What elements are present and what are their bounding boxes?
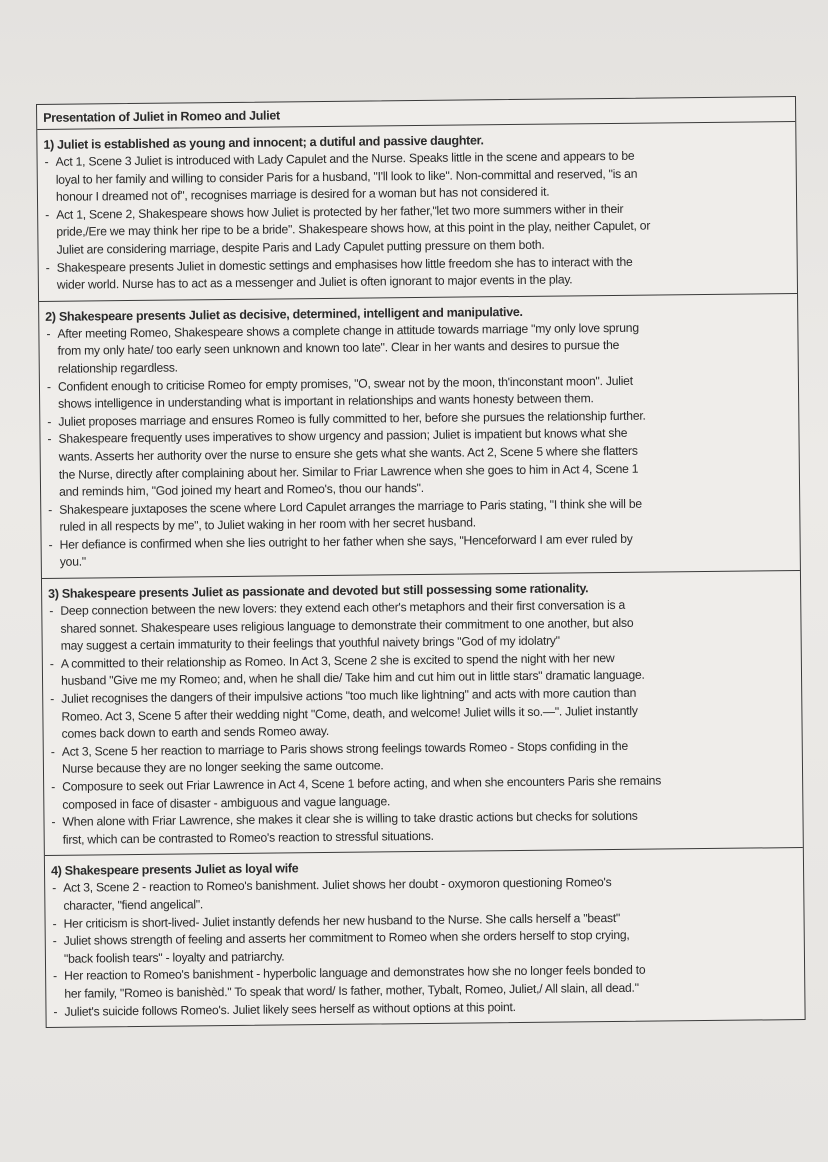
continuation-line: and reminds him, "God joined my heart and Romeo's, thou our hands". [58,481,424,499]
section-3 [42,571,803,856]
bullet-point-line: - After meeting Romeo, Shakespeare shows a complete change in attitude towards marriage "my only love sprung [45,318,789,343]
continuation-line: pride,/Ere we may think her ripe to be a bride". Shakespeare shows how, at this point in the play, neither Capulet, or [56,218,651,240]
bullet-point-line: - Shakespeare presents Juliet in domestic settings and emphasises how little freedom she has to interact with the [45,252,789,277]
section-heading: 1) Juliet is established as young and innocent; a dutiful and passive daughter. [43,133,484,152]
bullet-point-line: - Act 3, Scene 5 her reaction to marriage to Paris shows strong feelings towards Romeo - Stops confiding in the [50,736,794,761]
bullet-point-line: - Juliet recognises the dangers of their impulsive actions "too much like lightning" and acts with more caution than [49,683,793,708]
bullet-point-line: - Her defiance is confirmed when she lies outright to her father when she says, "Henceforward I am ever ruled by [48,529,792,554]
bullet-point-line: - Her reaction to Romeo's banishment - hyperbolic language and demonstrates how she no longer feels bonded to [52,960,796,985]
bullet-point-line: - Juliet shows strength of feeling and asserts her commitment to Romeo when she orders herself to stop crying, [52,925,796,950]
continuation-line: Nurse because they are no longer seeking the same outcome. [61,758,384,777]
bullet-point-line: - Juliet's suicide follows Romeo's. Juliet likely sees herself as without options at this point. [52,996,796,1021]
bullet-point-line: - Shakespeare juxtaposes the scene where Lord Capulet arranges the marriage to Paris stating, "I think she will be [47,494,791,519]
bullet-point-line: - Juliet proposes marriage and ensures Romeo is fully committed to her, before she pursues the relationship further. [46,406,790,431]
bullet-point-line: - When alone with Friar Lawrence, she makes it clear she is willing to take drastic actions but checks for solutions [50,806,794,831]
continuation-line: relationship regardless. [57,360,178,376]
document-title: Presentation of Juliet in Romeo and Juliet [37,97,795,130]
bullet-point-line: - Act 3, Scene 2 - reaction to Romeo's banishment. Juliet shows her doubt - oxymoron questioning Romeo's [51,872,795,897]
continuation-line: "back foolish tears" - loyalty and patriarchy. [63,949,285,966]
continuation-line: first, which can be contrasted to Romeo's reaction to stressful situations. [62,828,434,847]
continuation-line: wants. Asserts her authority over the nurse to ensure she gets what she wants. Act 2, Scene 5 where she flatters [58,443,638,464]
bullet-point-line: - Shakespeare frequently uses imperatives to show urgency and passion; Juliet is impatient but knows what she [46,423,790,448]
continuation-line: shared sonnet. Shakespeare uses religious language to demonstrate their commitment to one another, but also [60,615,634,636]
continuation-line: may suggest a certain immaturity to their feelings that youthful naivety brings "God of my idolatry" [60,633,560,654]
continuation-line: from my only hate/ too early seen unknown and known too late". Clear in her wants and desires to pursue the [57,338,620,359]
continuation-line: husband "Give me my Romeo; and, when he shall die/ Take him and cut him out in little stars" dramatic language. [60,668,645,689]
bullet-point-line: - Her criticism is short-lived- Juliet instantly defends her new husband to the Nurse. She calls herself a "beast" [51,908,795,933]
section-4 [45,848,805,1027]
bullet-point-line: - Composure to seek out Friar Lawrence in Act 4, Scene 1 before acting, and when she encounters Paris she remains [50,771,794,796]
continuation-line: wider world. Nurse has to act as a messenger and Juliet is often ignorant to major events in the play. [56,272,573,292]
sections-container [37,122,804,1027]
continuation-line: shows intelligence in understanding what is important in relationships and wants honesty between them. [58,391,594,411]
section-2 [39,294,800,579]
continuation-line: you." [59,554,86,570]
section-heading: 4) Shakespeare presents Juliet as loyal wife [50,861,299,879]
continuation-line: Romeo. Act 3, Scene 5 after their wedding night "Come, death, and welcome! Juliet wills it so.—". Juliet instantly [61,703,638,724]
bullet-point-line: - Act 1, Scene 3 Juliet is introduced with Lady Capulet and the Nurse. Speaks little in the scene and appears to be [44,146,788,171]
continuation-line: character, "fiend angelical". [63,897,204,913]
section-1 [37,122,797,302]
continuation-line: Juliet are considering marriage, despite Paris and Lady Capulet putting pressure on them both. [56,237,545,257]
section-heading: 3) Shakespeare presents Juliet as passionate and devoted but still possessing some rationality. [48,581,589,601]
continuation-line: composed in face of disaster - ambiguous and vague language. [62,793,391,812]
continuation-line: loyal to her family and willing to consider Paris for a husband, "I'll look to like". Non-committal and reserved, "is an [55,166,638,187]
continuation-line: comes back down to earth and sends Romeo away. [61,724,330,741]
bullet-point-line: - Act 1, Scene 2, Shakespeare shows how Juliet is protected by her father,"let two more summers wither in their [44,199,788,224]
continuation-line: her family, "Romeo is banishèd." To speak that word/ Is father, mother, Tybalt, Romeo, Juliet,/ All slain, all dead." [64,980,639,1001]
bullet-point-line: - Deep connection between the new lovers: they extend each other's metaphors and their first conversation is a [48,595,792,620]
continuation-line: the Nurse, directly after complaining about her. Similar to Friar Lawrence when she goes to him in Act 4, Scene 1 [58,461,639,482]
bullet-point-line: - Confident enough to criticise Romeo for empty promises, "O, swear not by the moon, th'inconstant moon". Juliet [46,371,790,396]
continuation-line: honour I dreamed not of", recognises marriage is desired for a woman but has not considered it. [55,184,550,204]
handout-sheet [36,96,806,1028]
continuation-line: ruled in all respects by me", to Juliet waking in her room with her secret husband. [59,515,476,535]
section-heading: 2) Shakespeare presents Juliet as decisive, determined, intelligent and manipulative. [45,304,523,324]
bullet-point-line: - A committed to their relationship as Romeo. In Act 3, Scene 2 she is excited to spend the night with her new [49,648,793,673]
